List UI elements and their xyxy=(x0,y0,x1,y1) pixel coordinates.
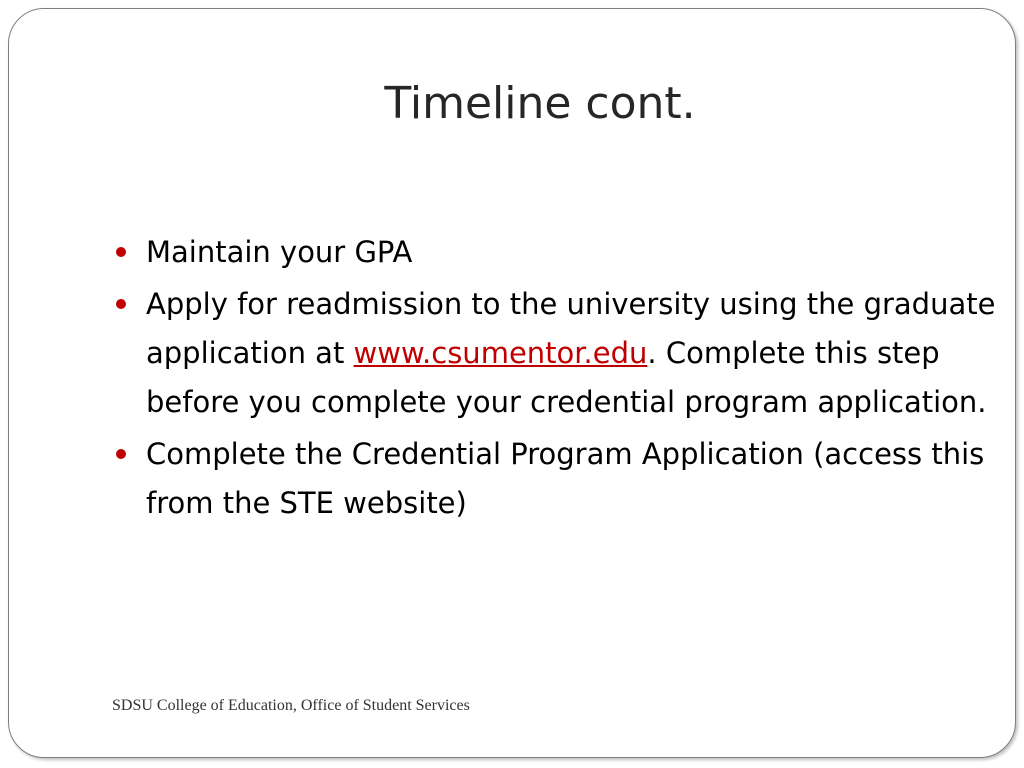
slide-footer: SDSU College of Education, Office of Student Services xyxy=(112,697,470,714)
bullet-list xyxy=(116,228,996,531)
bullet-text: Maintain your GPA xyxy=(146,235,413,269)
bullet-icon xyxy=(116,247,126,257)
bullet-item xyxy=(116,228,996,277)
csumentor-link[interactable]: www.csumentor.edu xyxy=(353,336,648,370)
bullet-icon xyxy=(116,299,126,309)
bullet-item xyxy=(116,430,996,528)
bullet-text-after-link: . Complete this step before you complete your credential program application. xyxy=(146,336,987,419)
bullet-text: Complete the Credential Program Application (access this from the STE website) xyxy=(146,437,985,520)
bullet-text-before-link: Apply for readmission to the university using the graduate application at xyxy=(146,287,996,370)
slide-title: Timeline cont. xyxy=(384,78,696,129)
bullet-icon xyxy=(116,449,126,459)
bullet-item xyxy=(116,280,996,427)
